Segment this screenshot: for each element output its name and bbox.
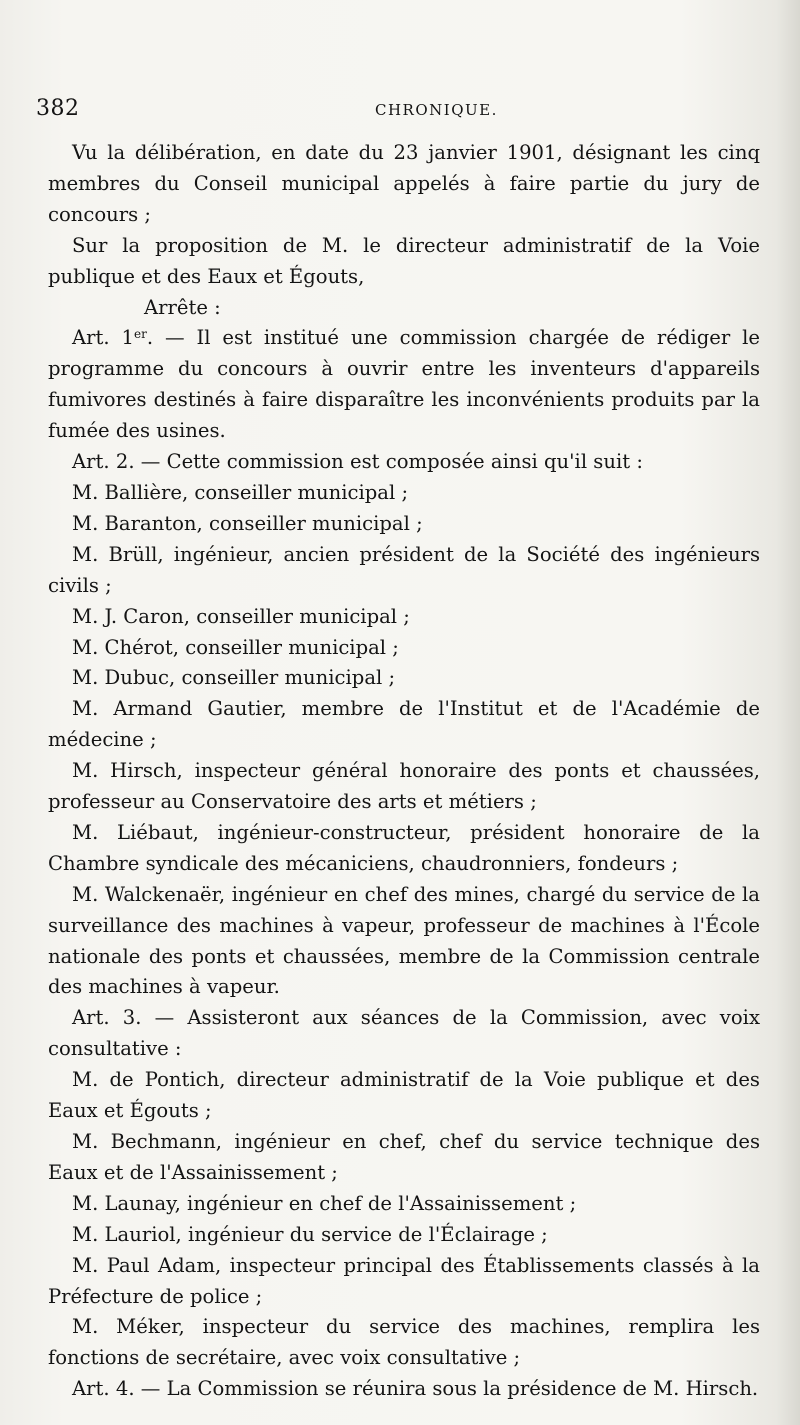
member-entry: M. Paul Adam, inspecteur principal des Établissements classés à la Préfecture de police ; (48, 1253, 760, 1308)
paragraph: Sur la proposition de M. le directeur administratif de la Voie publique et des Eaux et Égouts, (48, 233, 760, 288)
page-header (36, 96, 766, 126)
article-2: Art. 2. — Cette commission est composée ainsi qu'il suit : (72, 450, 643, 474)
page-number: 382 (36, 96, 80, 121)
article-4: Art. 4. — La Commission se réunira sous la présidence de M. Hirsch. (72, 1377, 759, 1401)
decree-heading: Arrête : (144, 295, 221, 319)
member-entry: M. Baranton, conseiller municipal ; (72, 511, 423, 535)
article-1 (48, 323, 760, 447)
running-title: CHRONIQUE. (375, 101, 498, 119)
member-entry: M. Walckenaër, ingénieur en chef des mines, chargé du service de la surveillance des machines à vapeur, professeur de machines à l'École nationale des ponts et chaussées, membre de la Commission centrale des machines à vapeur. (48, 882, 760, 999)
member-entry: M. Liébaut, ingénieur-constructeur, président honoraire de la Chambre syndicale des mécaniciens, chaudronniers, fondeurs ; (48, 820, 760, 875)
member-entry: M. Brüll, ingénieur, ancien président de la Société des ingénieurs civils ; (48, 542, 760, 597)
article-3: Art. 3. — Assisteront aux séances de la Commission, avec voix consultative : (48, 1006, 760, 1061)
member-entry: M. Dubuc, conseiller municipal ; (72, 666, 396, 690)
member-entry: M. Armand Gautier, membre de l'Institut et de l'Académie de médecine ; (48, 697, 760, 752)
paragraph: Vu la délibération, en date du 23 janvier 1901, désignant les cinq membres du Conseil municipal appelés à faire partie du jury de concours ; (48, 141, 760, 226)
member-entry: M. de Pontich, directeur administratif de la Voie publique et des Eaux et Égouts ; (48, 1068, 760, 1123)
member-entry: M. Bechmann, ingénieur en chef, chef du service technique des Eaux et de l'Assainissement ; (48, 1130, 760, 1184)
member-entry: M. Launay, ingénieur en chef de l'Assainissement ; (72, 1191, 577, 1215)
member-entry: M. Lauriol, ingénieur du service de l'Éclairage ; (72, 1222, 548, 1246)
member-entry: M. Méker, inspecteur du service des machines, remplira les fonctions de secrétaire, avec voix consultative ; (48, 1315, 760, 1370)
article-1-superscript: er (134, 327, 147, 342)
member-entry: M. Hirsch, inspecteur général honoraire des ponts et chaussées, professeur au Conservatoire des arts et métiers ; (48, 759, 760, 814)
article-1-text: . — Il est institué une commission chargée de rédiger le programme du concours à ouvrir entre les inventeurs d'appareils fumivores destinés à faire disparaître les inconvénients produits par la fumée des usines. (48, 326, 760, 443)
article-1-label: Art. 1 (72, 326, 134, 350)
body-text (48, 138, 760, 1405)
member-entry: M. Ballière, conseiller municipal ; (72, 480, 409, 504)
member-entry: M. J. Caron, conseiller municipal ; (72, 604, 410, 628)
member-entry: M. Chérot, conseiller municipal ; (72, 635, 399, 659)
